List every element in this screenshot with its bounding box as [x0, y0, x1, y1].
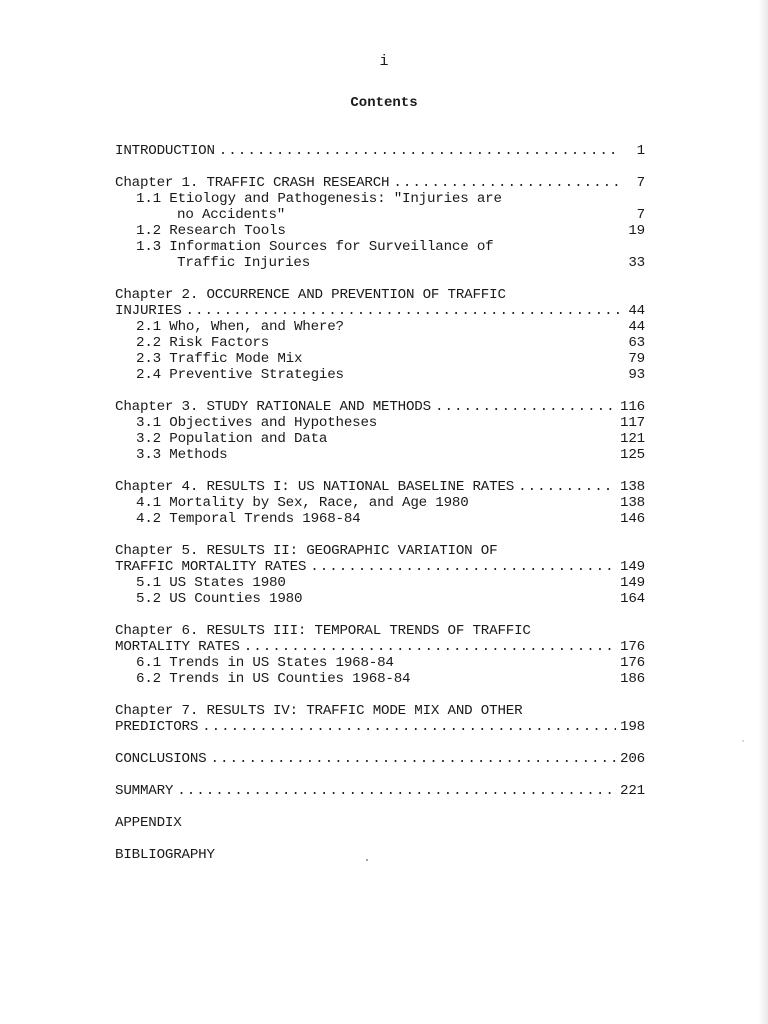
toc-chapter-line-cont[interactable]: [115, 559, 645, 575]
toc-page-number: 146: [620, 511, 645, 527]
toc-entry-bibliography[interactable]: [115, 847, 645, 863]
toc-entry-introduction[interactable]: [115, 143, 645, 159]
toc-section-label: 2.1 Who, When, and Where?: [136, 319, 344, 335]
toc-page-number: 33: [628, 255, 645, 271]
page-edge-shadow: [758, 0, 768, 1024]
toc-section-5-1[interactable]: [115, 575, 645, 591]
toc-section-5-2[interactable]: [115, 591, 645, 607]
toc-label: SUMMARY: [115, 783, 174, 799]
toc-label: Chapter 3. STUDY RATIONALE AND METHODS: [115, 399, 431, 415]
toc-section-label: 2.4 Preventive Strategies: [136, 367, 344, 383]
toc-entry-summary[interactable]: [115, 783, 645, 799]
toc-section-4-1[interactable]: [115, 495, 645, 511]
toc-section-1-3[interactable]: [115, 239, 645, 255]
toc-page-number: 44: [628, 303, 645, 319]
toc-chapter-line-cont[interactable]: [115, 303, 645, 319]
toc-section-label: 1.1 Etiology and Pathogenesis: "Injuries are: [136, 191, 502, 207]
toc-label: INTRODUCTION: [115, 143, 215, 159]
toc-section-label: 5.2 US Counties 1980: [136, 591, 303, 607]
toc-page-number: 198: [620, 719, 645, 735]
page-title: Contents: [350, 95, 418, 111]
scan-speck: [366, 859, 368, 861]
toc-label: TRAFFIC MORTALITY RATES: [115, 559, 307, 575]
toc-entry-chapter-5: [115, 543, 645, 607]
toc-label: Chapter 2. OCCURRENCE AND PREVENTION OF TRAFFIC: [115, 287, 506, 303]
toc-page-number: 186: [620, 671, 645, 687]
table-of-contents: [115, 143, 645, 879]
toc-section-label: 6.1 Trends in US States 1968-84: [136, 655, 394, 671]
toc-section-2-2[interactable]: [115, 335, 645, 351]
toc-chapter-line[interactable]: [115, 543, 645, 559]
toc-section-label: 2.2 Risk Factors: [136, 335, 270, 351]
dot-leader: [435, 399, 616, 415]
scan-speck: [742, 740, 744, 742]
toc-page-number: 176: [620, 639, 645, 655]
toc-section-label: 1.2 Research Tools: [136, 223, 286, 239]
toc-section-label: 3.2 Population and Data: [136, 431, 328, 447]
toc-label: Chapter 1. TRAFFIC CRASH RESEARCH: [115, 175, 390, 191]
toc-label: PREDICTORS: [115, 719, 199, 735]
toc-page-number: 79: [628, 351, 645, 367]
toc-page-number: 121: [620, 431, 645, 447]
toc-entry-conclusions[interactable]: [115, 751, 645, 767]
dot-leader: [186, 303, 619, 319]
toc-section-label: Traffic Injuries: [177, 255, 311, 271]
toc-page-number: 138: [620, 495, 645, 511]
toc-section-label: no Accidents": [177, 207, 286, 223]
toc-section-label: 3.3 Methods: [136, 447, 228, 463]
toc-page-number: 19: [628, 223, 645, 239]
toc-page-number: 116: [620, 399, 645, 415]
toc-chapter-line[interactable]: [115, 287, 645, 303]
toc-chapter-line[interactable]: [115, 399, 645, 415]
toc-page-number: 7: [636, 207, 645, 223]
toc-entry-chapter-2: [115, 287, 645, 383]
toc-entry-chapter-7: [115, 703, 645, 735]
dot-leader: [202, 719, 616, 735]
toc-section-3-3[interactable]: [115, 447, 645, 463]
dot-leader: [219, 143, 619, 159]
toc-entry-chapter-3: [115, 399, 645, 463]
toc-page-number: 1: [636, 143, 645, 159]
toc-page-number: 221: [620, 783, 645, 799]
dot-leader: [177, 783, 616, 799]
toc-section-2-4[interactable]: [115, 367, 645, 383]
toc-page-number: 117: [620, 415, 645, 431]
toc-section-6-1[interactable]: [115, 655, 645, 671]
toc-page-number: 206: [620, 751, 645, 767]
toc-page-number: 176: [620, 655, 645, 671]
toc-section-label: 6.2 Trends in US Counties 1968-84: [136, 671, 411, 687]
dot-leader: [518, 479, 616, 495]
dot-leader: [244, 639, 616, 655]
toc-label: INJURIES: [115, 303, 182, 319]
toc-chapter-line-cont[interactable]: [115, 639, 645, 655]
toc-chapter-line[interactable]: [115, 175, 645, 191]
page-number: i: [379, 53, 389, 70]
toc-section-label: 3.1 Objectives and Hypotheses: [136, 415, 378, 431]
toc-label: CONCLUSIONS: [115, 751, 207, 767]
toc-label: Chapter 4. RESULTS I: US NATIONAL BASELINE RATES: [115, 479, 515, 495]
toc-section-1-1[interactable]: [115, 191, 645, 207]
toc-entry-appendix[interactable]: [115, 815, 645, 831]
toc-page-number: 164: [620, 591, 645, 607]
toc-page-number: 44: [628, 319, 645, 335]
toc-page-number: 138: [620, 479, 645, 495]
toc-section-2-1[interactable]: [115, 319, 645, 335]
toc-page-number: 93: [628, 367, 645, 383]
toc-section-label: 4.1 Mortality by Sex, Race, and Age 1980: [136, 495, 469, 511]
toc-section-4-2[interactable]: [115, 511, 645, 527]
toc-section-label: 1.3 Information Sources for Surveillance of: [136, 239, 494, 255]
toc-chapter-line[interactable]: [115, 623, 645, 639]
toc-section-label: 2.3 Traffic Mode Mix: [136, 351, 303, 367]
toc-chapter-line[interactable]: [115, 703, 645, 719]
toc-label: MORTALITY RATES: [115, 639, 240, 655]
toc-section-2-3[interactable]: [115, 351, 645, 367]
toc-page-number: 149: [620, 559, 645, 575]
toc-chapter-line-cont[interactable]: [115, 719, 645, 735]
toc-section-label: 5.1 US States 1980: [136, 575, 286, 591]
dot-leader: [393, 175, 619, 191]
toc-page-number: 125: [620, 447, 645, 463]
toc-entry-chapter-4: [115, 479, 645, 527]
toc-entry-chapter-6: [115, 623, 645, 687]
toc-page-number: 7: [636, 175, 645, 191]
dot-leader: [310, 559, 616, 575]
toc-section-6-2[interactable]: [115, 671, 645, 687]
toc-entry-chapter-1: [115, 175, 645, 271]
toc-section-3-2[interactable]: [115, 431, 645, 447]
toc-section-3-1[interactable]: [115, 415, 645, 431]
toc-page-number: 149: [620, 575, 645, 591]
toc-page-number: 63: [628, 335, 645, 351]
toc-label: APPENDIX: [115, 815, 182, 831]
toc-section-1-3-cont[interactable]: [115, 255, 645, 271]
toc-chapter-line[interactable]: [115, 479, 645, 495]
toc-label: BIBLIOGRAPHY: [115, 847, 215, 863]
toc-label: Chapter 7. RESULTS IV: TRAFFIC MODE MIX AND OTHER: [115, 703, 523, 719]
toc-section-label: 4.2 Temporal Trends 1968-84: [136, 511, 361, 527]
toc-section-1-1-cont[interactable]: [115, 207, 645, 223]
toc-section-1-2[interactable]: [115, 223, 645, 239]
dot-leader: [210, 751, 616, 767]
toc-label: Chapter 6. RESULTS III: TEMPORAL TRENDS OF TRAFFIC: [115, 623, 531, 639]
toc-label: Chapter 5. RESULTS II: GEOGRAPHIC VARIATION OF: [115, 543, 498, 559]
